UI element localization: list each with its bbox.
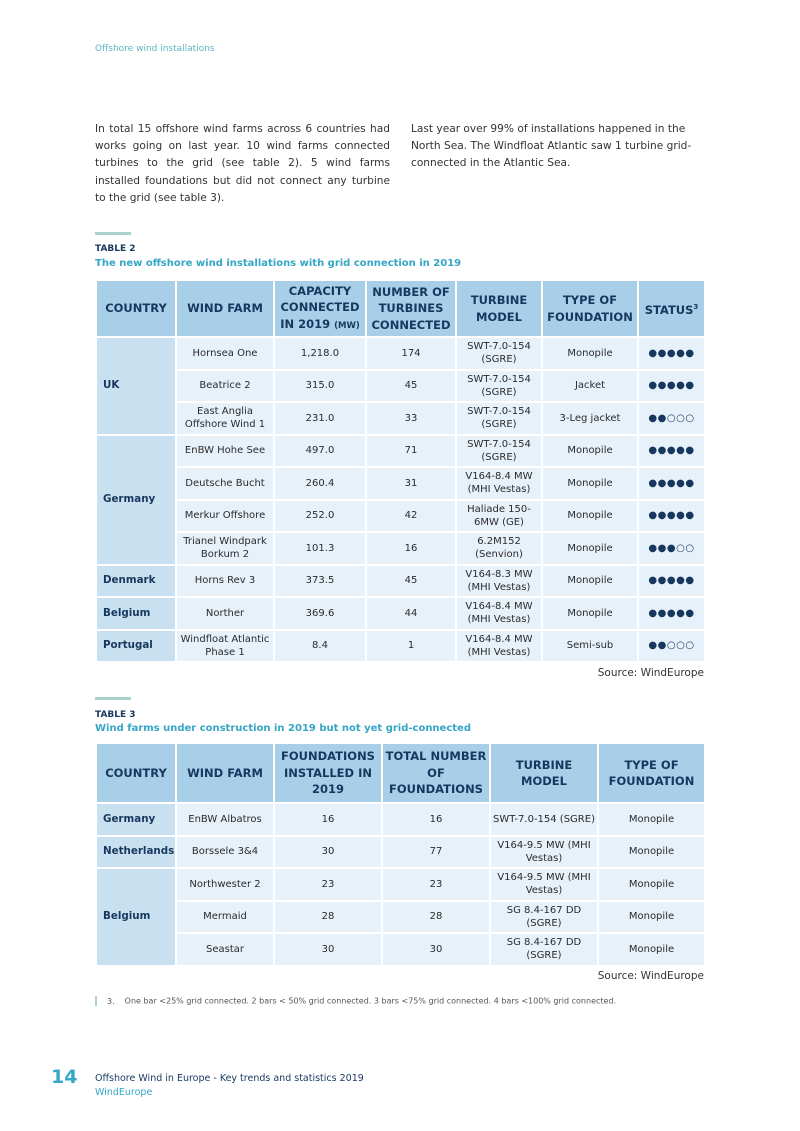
- table3-header-foundation: TYPE OF FOUNDATION: [598, 743, 705, 803]
- table-row: [96, 803, 705, 836]
- status-dots: ●●●●●: [638, 467, 705, 500]
- capacity-header-text: CAPACITY CONNECTED IN 2019: [280, 283, 360, 331]
- capacity-cell: 260.4: [274, 467, 366, 500]
- total-cell: 28: [382, 901, 490, 934]
- status-dots: ●●●●●: [638, 565, 705, 598]
- table2-header-capacity: [274, 280, 366, 337]
- wind-farm-cell: Trianel Windpark Borkum 2: [176, 532, 274, 565]
- model-cell: V164-9.5 MW (MHI Vestas): [490, 836, 598, 869]
- foundation-cell: Monopile: [542, 565, 638, 598]
- capacity-cell: 369.6: [274, 597, 366, 630]
- intro-paragraph-right: Last year over 99% of installations happened in the North Sea. The Windfloat Atlantic saw 1 turbine grid-connected in the Atlantic Sea.: [411, 123, 692, 170]
- foundation-cell: 3-Leg jacket: [542, 402, 638, 435]
- table-row: [96, 435, 705, 468]
- model-cell: V164-8.4 MW (MHI Vestas): [456, 467, 542, 500]
- table2-header-turbines: NUMBER OF TURBINES CONNECTED: [366, 280, 456, 337]
- wind-farm-cell: Merkur Offshore: [176, 500, 274, 533]
- capacity-cell: 231.0: [274, 402, 366, 435]
- total-cell: 30: [382, 933, 490, 966]
- model-cell: 6.2M152 (Senvion): [456, 532, 542, 565]
- status-dots: ●●●○○: [638, 532, 705, 565]
- wind-farm-cell: Deutsche Bucht: [176, 467, 274, 500]
- country-cell: Belgium: [96, 597, 176, 630]
- table2-caption: The new offshore wind installations with grid connection in 2019: [95, 258, 462, 269]
- wind-farm-cell: EnBW Hohe See: [176, 435, 274, 468]
- country-cell: Portugal: [96, 630, 176, 663]
- page-number: 14: [51, 1066, 78, 1088]
- table2: [95, 279, 706, 663]
- capacity-cell: 315.0: [274, 370, 366, 403]
- footer-title: Offshore Wind in Europe - Key trends and statistics 2019: [95, 1073, 364, 1084]
- foundation-cell: Monopile: [598, 803, 705, 836]
- status-dots: ●●●●●: [638, 435, 705, 468]
- table2-header-row: [96, 280, 705, 337]
- installed-cell: 28: [274, 901, 382, 934]
- model-cell: SG 8.4-167 DD (SGRE): [490, 901, 598, 934]
- country-cell: Belgium: [96, 868, 176, 966]
- wind-farm-cell: Beatrice 2: [176, 370, 274, 403]
- table2-accent-rule: [95, 232, 131, 235]
- footer-publisher: WindEurope: [95, 1087, 153, 1098]
- foundation-cell: Monopile: [542, 500, 638, 533]
- wind-farm-cell: Mermaid: [176, 901, 274, 934]
- table-row: [96, 630, 705, 663]
- table-row: [96, 370, 705, 403]
- turbines-cell: 45: [366, 565, 456, 598]
- model-cell: SWT-7.0-154 (SGRE): [456, 337, 542, 370]
- model-cell: V164-9.5 MW (MHI Vestas): [490, 868, 598, 901]
- foundation-cell: Semi-sub: [542, 630, 638, 663]
- model-cell: SWT-7.0-154 (SGRE): [456, 370, 542, 403]
- table2-source: Source: WindEurope: [597, 667, 704, 679]
- capacity-cell: 8.4: [274, 630, 366, 663]
- wind-farm-cell: Northwester 2: [176, 868, 274, 901]
- model-cell: V164-8.4 MW (MHI Vestas): [456, 597, 542, 630]
- status-header-text: STATUS: [644, 302, 694, 317]
- total-cell: 16: [382, 803, 490, 836]
- wind-farm-cell: Hornsea One: [176, 337, 274, 370]
- country-cell: Germany: [96, 803, 176, 836]
- installed-cell: 30: [274, 836, 382, 869]
- capacity-cell: 252.0: [274, 500, 366, 533]
- table-row: [96, 337, 705, 370]
- foundation-cell: Monopile: [598, 901, 705, 934]
- wind-farm-cell: EnBW Albatros: [176, 803, 274, 836]
- model-cell: SWT-7.0-154 (SGRE): [490, 803, 598, 836]
- foundation-cell: Monopile: [598, 933, 705, 966]
- table3-header-total-foundations: TOTAL NUMBER OF FOUNDATIONS: [382, 743, 490, 803]
- turbines-cell: 16: [366, 532, 456, 565]
- table-row: [96, 933, 705, 966]
- table2-header-country: COUNTRY: [96, 280, 176, 337]
- table3: [95, 742, 706, 967]
- country-cell: UK: [96, 337, 176, 435]
- foundation-cell: Monopile: [542, 435, 638, 468]
- turbines-cell: 174: [366, 337, 456, 370]
- capacity-cell: 1,218.0: [274, 337, 366, 370]
- foundation-cell: Monopile: [598, 868, 705, 901]
- wind-farm-cell: Seastar: [176, 933, 274, 966]
- table3-header-foundations-installed: FOUNDATIONS INSTALLED IN 2019: [274, 743, 382, 803]
- table2-header-status: [638, 280, 705, 337]
- status-dots: ●●○○○: [638, 402, 705, 435]
- table3-header-model: TURBINE MODEL: [490, 743, 598, 803]
- turbines-cell: 71: [366, 435, 456, 468]
- model-cell: SWT-7.0-154 (SGRE): [456, 402, 542, 435]
- foundation-cell: Monopile: [542, 597, 638, 630]
- capacity-unit: (MW): [334, 320, 360, 331]
- footnote-text: One bar <25% grid connected. 2 bars < 50% grid connected. 3 bars <75% grid connected. 4 bars <100% grid connected.: [124, 996, 617, 1006]
- table-row: [96, 901, 705, 934]
- turbines-cell: 33: [366, 402, 456, 435]
- installed-cell: 30: [274, 933, 382, 966]
- table2-header-model: TURBINE MODEL: [456, 280, 542, 337]
- foundation-cell: Monopile: [542, 467, 638, 500]
- total-cell: 77: [382, 836, 490, 869]
- turbines-cell: 42: [366, 500, 456, 533]
- wind-farm-cell: Windfloat Atlantic Phase 1: [176, 630, 274, 663]
- model-cell: SG 8.4-167 DD (SGRE): [490, 933, 598, 966]
- table-row: [96, 532, 705, 565]
- table3-header-wind-farm: WIND FARM: [176, 743, 274, 803]
- wind-farm-cell: Borssele 3&4: [176, 836, 274, 869]
- table2-label: TABLE 2: [95, 244, 136, 254]
- model-cell: V164-8.4 MW (MHI Vestas): [456, 630, 542, 663]
- foundation-cell: Jacket: [542, 370, 638, 403]
- foundation-cell: Monopile: [542, 532, 638, 565]
- wind-farm-cell: East Anglia Offshore Wind 1: [176, 402, 274, 435]
- table3-label: TABLE 3: [95, 710, 136, 720]
- table3-source: Source: WindEurope: [597, 970, 704, 982]
- status-footnote-marker: 3: [693, 302, 699, 311]
- status-dots: ●●●●●: [638, 337, 705, 370]
- country-cell: Netherlands: [96, 836, 176, 869]
- capacity-cell: 373.5: [274, 565, 366, 598]
- table-row: [96, 836, 705, 869]
- turbines-cell: 1: [366, 630, 456, 663]
- footnote-accent-bar: [95, 996, 97, 1006]
- capacity-cell: 497.0: [274, 435, 366, 468]
- table-row: [96, 500, 705, 533]
- table-row: [96, 402, 705, 435]
- wind-farm-cell: Horns Rev 3: [176, 565, 274, 598]
- footnote-number: 3.: [107, 996, 115, 1006]
- installed-cell: 16: [274, 803, 382, 836]
- status-dots: ●●●●●: [638, 370, 705, 403]
- turbines-cell: 31: [366, 467, 456, 500]
- foundation-cell: Monopile: [542, 337, 638, 370]
- table2-header-wind-farm: WIND FARM: [176, 280, 274, 337]
- running-header: Offshore wind installations: [95, 44, 215, 54]
- turbines-cell: 44: [366, 597, 456, 630]
- table-row: [96, 597, 705, 630]
- status-dots: ●●●●●: [638, 597, 705, 630]
- intro-paragraph-left: In total 15 offshore wind farms across 6 countries had works going on last year. 10 wind farms connected turbines to the grid (see table 2). 5 wind farms installed foundations but did not connect any turbine to the grid (see table 3).: [95, 123, 390, 204]
- model-cell: SWT-7.0-154 (SGRE): [456, 435, 542, 468]
- table3-caption: Wind farms under construction in 2019 but not yet grid-connected: [95, 723, 471, 734]
- footnote: [95, 996, 616, 1006]
- status-dots: ●●○○○: [638, 630, 705, 663]
- table-row: [96, 467, 705, 500]
- country-cell: Germany: [96, 435, 176, 565]
- total-cell: 23: [382, 868, 490, 901]
- table3-accent-rule: [95, 697, 131, 700]
- table2-header-foundation: TYPE OF FOUNDATION: [542, 280, 638, 337]
- table-row: [96, 565, 705, 598]
- wind-farm-cell: Norther: [176, 597, 274, 630]
- model-cell: Haliade 150-6MW (GE): [456, 500, 542, 533]
- capacity-cell: 101.3: [274, 532, 366, 565]
- turbines-cell: 45: [366, 370, 456, 403]
- country-cell: Denmark: [96, 565, 176, 598]
- foundation-cell: Monopile: [598, 836, 705, 869]
- table3-header-country: COUNTRY: [96, 743, 176, 803]
- status-dots: ●●●●●: [638, 500, 705, 533]
- table3-header-row: [96, 743, 705, 803]
- installed-cell: 23: [274, 868, 382, 901]
- model-cell: V164-8.3 MW (MHI Vestas): [456, 565, 542, 598]
- table-row: [96, 868, 705, 901]
